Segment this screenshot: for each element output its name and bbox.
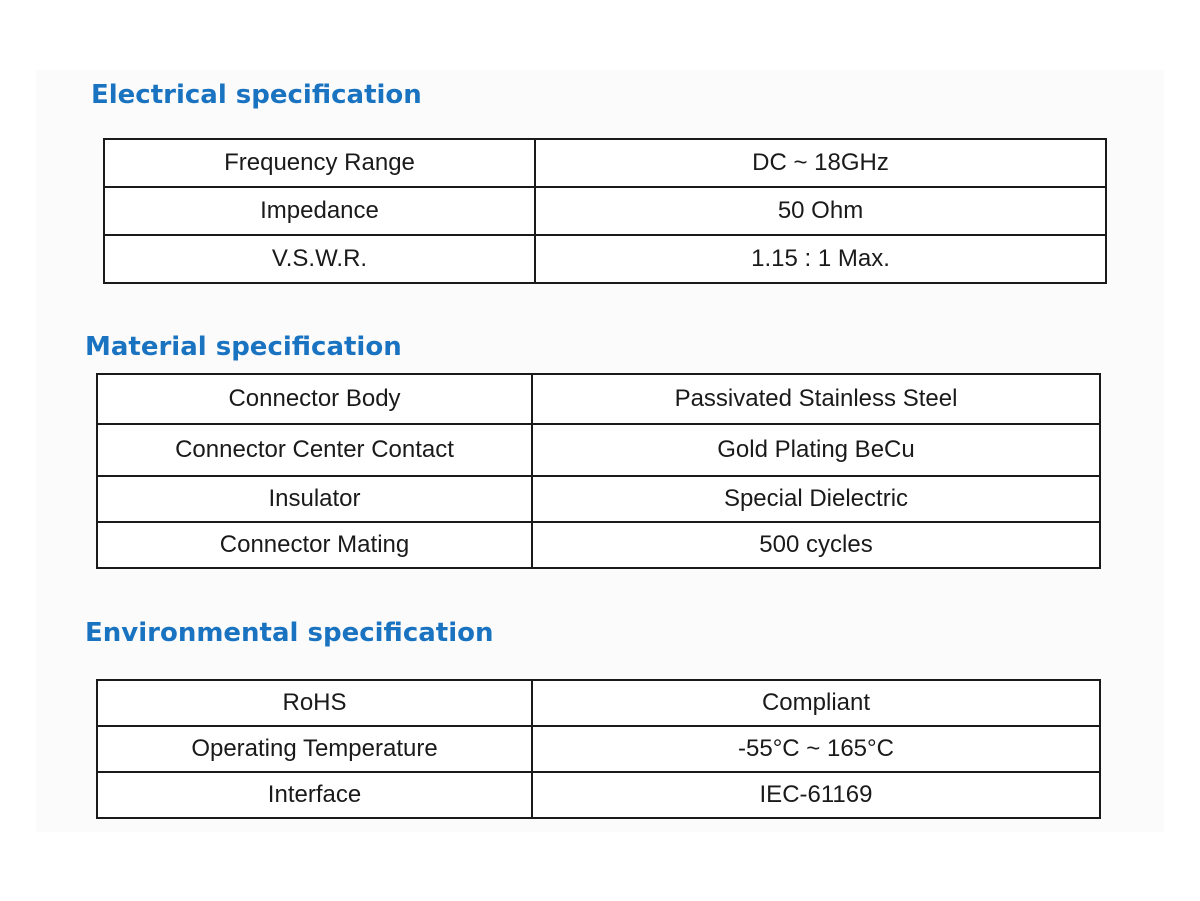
table-row — [97, 424, 1100, 476]
spec-value: DC ~ 18GHz — [535, 139, 1106, 187]
table-row — [97, 374, 1100, 424]
spec-label: Insulator — [97, 476, 532, 522]
spec-label: Impedance — [104, 187, 535, 235]
spec-value: 1.15 : 1 Max. — [535, 235, 1106, 283]
spec-label: V.S.W.R. — [104, 235, 535, 283]
environmental-spec-title: Environmental specification — [85, 618, 494, 648]
spec-value: Special Dielectric — [532, 476, 1100, 522]
environmental-spec-table — [96, 679, 1101, 819]
spec-label: RoHS — [97, 680, 532, 726]
table-row — [97, 522, 1100, 568]
spec-label: Connector Body — [97, 374, 532, 424]
spec-value: -55°C ~ 165°C — [532, 726, 1100, 772]
electrical-spec-table — [103, 138, 1107, 284]
table-row — [97, 680, 1100, 726]
spec-label: Interface — [97, 772, 532, 818]
table-row — [97, 726, 1100, 772]
table-row — [104, 139, 1106, 187]
spec-label: Frequency Range — [104, 139, 535, 187]
material-spec-title: Material specification — [85, 332, 402, 362]
material-spec-table — [96, 373, 1101, 569]
spec-value: IEC-61169 — [532, 772, 1100, 818]
table-row — [97, 476, 1100, 522]
spec-value: 50 Ohm — [535, 187, 1106, 235]
spec-value: Compliant — [532, 680, 1100, 726]
spec-label: Connector Mating — [97, 522, 532, 568]
table-row — [104, 187, 1106, 235]
table-row — [97, 772, 1100, 818]
spec-value: Passivated Stainless Steel — [532, 374, 1100, 424]
spec-label: Operating Temperature — [97, 726, 532, 772]
spec-value: 500 cycles — [532, 522, 1100, 568]
spec-value: Gold Plating BeCu — [532, 424, 1100, 476]
electrical-spec-title: Electrical specification — [91, 80, 422, 110]
spec-label: Connector Center Contact — [97, 424, 532, 476]
table-row — [104, 235, 1106, 283]
